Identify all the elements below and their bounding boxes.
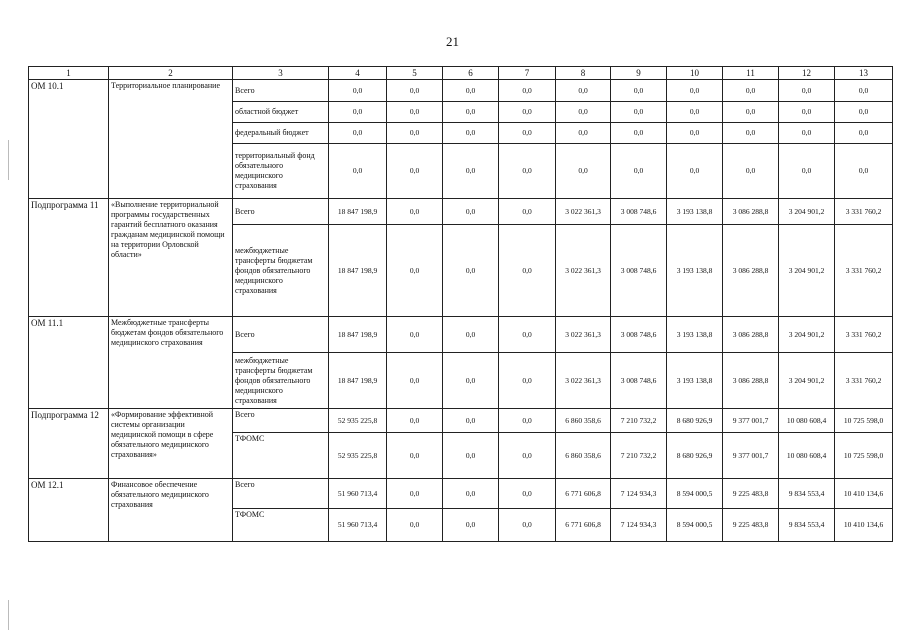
value-cell: 6 771 606,8 (556, 509, 611, 542)
page-number: 21 (446, 34, 459, 49)
value-cell: 0,0 (443, 433, 499, 479)
value-cell: 52 935 225,8 (329, 433, 387, 479)
value-cell: 10 410 134,6 (835, 479, 893, 509)
value-cell: 0,0 (779, 80, 835, 102)
value-cell: 0,0 (499, 144, 556, 199)
value-cell: 3 008 748,6 (611, 353, 667, 409)
value-cell: 3 331 760,2 (835, 225, 893, 317)
header-cell: 12 (779, 67, 835, 80)
value-cell: 3 086 288,8 (723, 199, 779, 225)
program-name: Территориальное планирование (109, 80, 233, 199)
funding-source: Всего (233, 479, 329, 509)
value-cell: 3 022 361,3 (556, 317, 611, 353)
value-cell: 0,0 (443, 102, 499, 123)
header-cell: 8 (556, 67, 611, 80)
value-cell: 0,0 (556, 80, 611, 102)
program-code: ОМ 10.1 (29, 80, 109, 199)
value-cell: 0,0 (499, 80, 556, 102)
value-cell: 3 193 138,8 (667, 199, 723, 225)
value-cell: 0,0 (329, 102, 387, 123)
value-cell: 0,0 (499, 123, 556, 144)
value-cell: 3 193 138,8 (667, 353, 723, 409)
value-cell: 0,0 (387, 144, 443, 199)
header-cell: 9 (611, 67, 667, 80)
value-cell: 0,0 (499, 102, 556, 123)
value-cell: 0,0 (443, 199, 499, 225)
value-cell: 0,0 (387, 509, 443, 542)
value-cell: 0,0 (667, 80, 723, 102)
table-row (29, 317, 893, 353)
header-cell: 10 (667, 67, 723, 80)
value-cell: 3 331 760,2 (835, 317, 893, 353)
value-cell: 0,0 (723, 123, 779, 144)
funding-source: Всего (233, 80, 329, 102)
program-code: ОМ 11.1 (29, 317, 109, 409)
header-cell: 11 (723, 67, 779, 80)
value-cell: 3 204 901,2 (779, 353, 835, 409)
value-cell: 18 847 198,9 (329, 353, 387, 409)
value-cell: 3 022 361,3 (556, 225, 611, 317)
funding-source: межбюджетные трансферты бюджетам фондов обязательного медицинского страхования (233, 353, 329, 409)
value-cell: 0,0 (556, 102, 611, 123)
funding-source: ТФОМС (233, 433, 329, 479)
value-cell: 8 594 000,5 (667, 479, 723, 509)
value-cell: 3 331 760,2 (835, 353, 893, 409)
value-cell: 0,0 (779, 144, 835, 199)
funding-source: областной бюджет (233, 102, 329, 123)
value-cell: 0,0 (667, 123, 723, 144)
value-cell: 3 331 760,2 (835, 199, 893, 225)
funding-source: территориальный фонд обязательного медицинского страхования (233, 144, 329, 199)
funding-source: Всего (233, 199, 329, 225)
value-cell: 0,0 (779, 102, 835, 123)
value-cell: 0,0 (443, 509, 499, 542)
funding-source: межбюджетные трансферты бюджетам фондов обязательного медицинского страхования (233, 225, 329, 317)
value-cell: 0,0 (499, 353, 556, 409)
program-name: Финансовое обеспечение обязательного медицинского страхования (109, 479, 233, 542)
header-cell: 2 (109, 67, 233, 80)
value-cell: 10 080 608,4 (779, 433, 835, 479)
header-cell: 6 (443, 67, 499, 80)
value-cell: 9 834 553,4 (779, 479, 835, 509)
value-cell: 0,0 (835, 123, 893, 144)
value-cell: 0,0 (556, 144, 611, 199)
program-code: Подпрограмма 12 (29, 409, 109, 479)
value-cell: 3 008 748,6 (611, 317, 667, 353)
header-cell: 3 (233, 67, 329, 80)
value-cell: 51 960 713,4 (329, 509, 387, 542)
value-cell: 0,0 (387, 317, 443, 353)
value-cell: 3 086 288,8 (723, 353, 779, 409)
value-cell: 18 847 198,9 (329, 317, 387, 353)
funding-source: федеральный бюджет (233, 123, 329, 144)
value-cell: 0,0 (611, 123, 667, 144)
program-name: «Выполнение территориальной программы государственных гарантий бесплатного оказания гражданам медицинской помощи на территории Орловской области» (109, 199, 233, 317)
table-row (29, 80, 893, 102)
value-cell: 51 960 713,4 (329, 479, 387, 509)
value-cell: 9 225 483,8 (723, 479, 779, 509)
value-cell: 10 725 598,0 (835, 409, 893, 433)
value-cell: 3 008 748,6 (611, 199, 667, 225)
value-cell: 0,0 (556, 123, 611, 144)
value-cell: 9 377 001,7 (723, 409, 779, 433)
value-cell: 0,0 (611, 80, 667, 102)
value-cell: 0,0 (443, 353, 499, 409)
value-cell: 0,0 (499, 409, 556, 433)
program-code: Подпрограмма 11 (29, 199, 109, 317)
value-cell: 3 086 288,8 (723, 317, 779, 353)
value-cell: 0,0 (329, 80, 387, 102)
value-cell: 3 193 138,8 (667, 317, 723, 353)
value-cell: 0,0 (499, 225, 556, 317)
value-cell: 3 008 748,6 (611, 225, 667, 317)
header-cell: 5 (387, 67, 443, 80)
value-cell: 9 225 483,8 (723, 509, 779, 542)
value-cell: 0,0 (443, 317, 499, 353)
value-cell: 3 204 901,2 (779, 317, 835, 353)
value-cell: 8 594 000,5 (667, 509, 723, 542)
value-cell: 0,0 (443, 144, 499, 199)
funding-source: Всего (233, 317, 329, 353)
value-cell: 0,0 (835, 80, 893, 102)
value-cell: 0,0 (387, 479, 443, 509)
header-cell: 4 (329, 67, 387, 80)
program-name: Межбюджетные трансферты бюджетам фондов обязательного медицинского страхования (109, 317, 233, 409)
value-cell: 0,0 (723, 144, 779, 199)
value-cell: 6 771 606,8 (556, 479, 611, 509)
value-cell: 8 680 926,9 (667, 409, 723, 433)
value-cell: 3 193 138,8 (667, 225, 723, 317)
value-cell: 3 204 901,2 (779, 225, 835, 317)
value-cell: 0,0 (499, 479, 556, 509)
value-cell: 7 124 934,3 (611, 509, 667, 542)
scan-edge-line (8, 600, 9, 630)
value-cell: 3 022 361,3 (556, 353, 611, 409)
value-cell: 0,0 (329, 123, 387, 144)
value-cell: 9 377 001,7 (723, 433, 779, 479)
value-cell: 7 124 934,3 (611, 479, 667, 509)
value-cell: 3 022 361,3 (556, 199, 611, 225)
program-code: ОМ 12.1 (29, 479, 109, 542)
value-cell: 0,0 (387, 123, 443, 144)
value-cell: 0,0 (611, 102, 667, 123)
header-cell: 7 (499, 67, 556, 80)
header-cell: 1 (29, 67, 109, 80)
value-cell: 9 834 553,4 (779, 509, 835, 542)
value-cell: 0,0 (723, 102, 779, 123)
value-cell: 0,0 (443, 409, 499, 433)
value-cell: 0,0 (667, 102, 723, 123)
value-cell: 0,0 (387, 102, 443, 123)
value-cell: 8 680 926,9 (667, 433, 723, 479)
value-cell: 0,0 (499, 317, 556, 353)
header-row (29, 67, 893, 80)
value-cell: 0,0 (443, 479, 499, 509)
funding-source: ТФОМС (233, 509, 329, 542)
table-row (29, 479, 893, 509)
value-cell: 0,0 (387, 353, 443, 409)
value-cell: 0,0 (443, 123, 499, 144)
value-cell: 0,0 (387, 225, 443, 317)
funding-source: Всего (233, 409, 329, 433)
value-cell: 0,0 (723, 80, 779, 102)
value-cell: 0,0 (779, 123, 835, 144)
value-cell: 0,0 (499, 433, 556, 479)
value-cell: 0,0 (611, 144, 667, 199)
value-cell: 0,0 (387, 433, 443, 479)
value-cell: 0,0 (835, 102, 893, 123)
header-cell: 13 (835, 67, 893, 80)
table-row (29, 409, 893, 433)
program-name: «Формирование эффективной системы организации медицинской помощи в сфере обязательного медицинского страхования» (109, 409, 233, 479)
value-cell: 0,0 (443, 80, 499, 102)
value-cell: 18 847 198,9 (329, 225, 387, 317)
value-cell: 0,0 (387, 409, 443, 433)
value-cell: 3 204 901,2 (779, 199, 835, 225)
budget-table (28, 66, 893, 542)
value-cell: 10 410 134,6 (835, 509, 893, 542)
value-cell: 0,0 (667, 144, 723, 199)
scan-edge-line (8, 140, 9, 180)
value-cell: 0,0 (329, 144, 387, 199)
value-cell: 7 210 732,2 (611, 409, 667, 433)
value-cell: 10 725 598,0 (835, 433, 893, 479)
value-cell: 0,0 (835, 144, 893, 199)
value-cell: 0,0 (387, 80, 443, 102)
value-cell: 0,0 (387, 199, 443, 225)
value-cell: 7 210 732,2 (611, 433, 667, 479)
value-cell: 6 860 358,6 (556, 409, 611, 433)
table-row (29, 199, 893, 225)
value-cell: 6 860 358,6 (556, 433, 611, 479)
value-cell: 0,0 (499, 509, 556, 542)
value-cell: 10 080 608,4 (779, 409, 835, 433)
value-cell: 0,0 (499, 199, 556, 225)
value-cell: 3 086 288,8 (723, 225, 779, 317)
value-cell: 0,0 (443, 225, 499, 317)
value-cell: 18 847 198,9 (329, 199, 387, 225)
value-cell: 52 935 225,8 (329, 409, 387, 433)
